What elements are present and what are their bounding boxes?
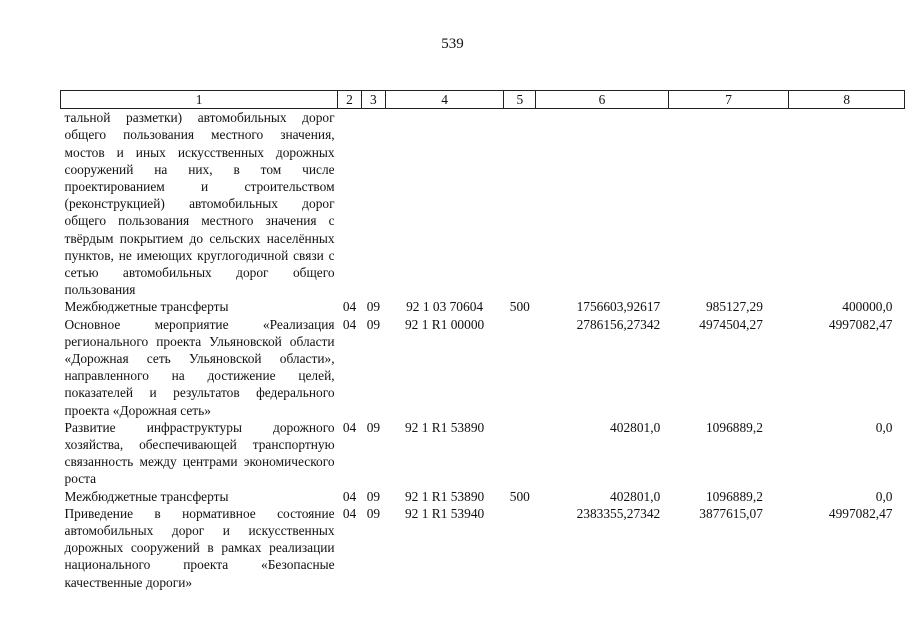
section-code: 04: [342, 505, 357, 521]
section-code: 04: [342, 299, 357, 315]
column-header: 6: [536, 91, 669, 109]
amount-col-6: 402801,0: [610, 419, 661, 435]
section-code: 04: [342, 316, 357, 332]
table-header-row: [61, 91, 905, 109]
column-header: 3: [361, 91, 385, 109]
amount-col-7: 1096889,2: [705, 419, 763, 435]
target-article-code: [385, 109, 504, 299]
row-name: Развитие инфраструктуры дорожного хозяйства, обеспечивающей транспортную связанность между центрами экономического роста: [64, 419, 335, 487]
row-name: Межбюджетные трансферты: [64, 299, 229, 315]
amount-col-8: 400000,0: [842, 299, 893, 315]
amount-col-6: 402801,0: [610, 488, 661, 504]
expense-type-code: [504, 505, 536, 591]
column-header: 8: [789, 91, 905, 109]
amount-col-7: 1096889,2: [705, 488, 763, 504]
target-article-code: 92 1 R1 00000: [404, 316, 485, 332]
amount-col-8: 0,0: [875, 488, 893, 504]
amount-col-8: 4997082,47: [828, 505, 893, 521]
table-row: [61, 419, 905, 488]
column-header: 1: [61, 91, 338, 109]
target-article-code: 92 1 R1 53940: [404, 505, 485, 521]
expense-type-code: [504, 109, 536, 299]
expense-type-code: [504, 316, 536, 419]
amount-col-8: 4997082,47: [828, 316, 893, 332]
amount-col-6: [536, 109, 669, 299]
amount-col-7: 3877615,07: [699, 505, 763, 521]
page-number: 539: [441, 36, 464, 52]
expense-type-code: 500: [509, 299, 530, 315]
table-row: [61, 316, 905, 419]
expense-type-code: 500: [509, 488, 530, 504]
amount-col-7: 985127,29: [705, 299, 763, 315]
row-name: Приведение в нормативное состояние автомобильных дорог и искусственных дорожных сооружений в рамках реализации национального проекта «Безопасные качественные дороги»: [64, 505, 335, 590]
section-code: 04: [342, 419, 357, 435]
target-article-code: 92 1 R1 53890: [404, 488, 485, 504]
subsection-code: [361, 109, 385, 299]
subsection-code: 09: [366, 316, 381, 332]
table-row: [61, 109, 905, 299]
amount-col-6: 2383355,27342: [576, 505, 661, 521]
row-name: Межбюджетные трансферты: [64, 488, 229, 504]
column-header: 2: [338, 91, 362, 109]
amount-col-7: 4974504,27: [699, 316, 763, 332]
row-name: тальной разметки) автомобильных дорог общего пользования местного значения, мостов и иных искусственных дорожных сооружений на них, в том числе проектированием и строительством (реконструкцией) автомобильных дорог общего пользования местного значения с твёрдым покрытием до сельских населённых пунктов, не имеющих круглогодичной связи с сетью автомобильных дорог общего пользования: [64, 110, 335, 298]
section-code: 04: [342, 488, 357, 504]
column-header: 5: [504, 91, 536, 109]
expense-type-code: [504, 419, 536, 488]
target-article-code: 92 1 03 70604: [406, 299, 484, 315]
amount-col-7: [668, 109, 789, 299]
column-header: 7: [668, 91, 789, 109]
budget-table: [60, 90, 905, 591]
subsection-code: 09: [366, 299, 381, 315]
amount-col-8: 0,0: [875, 419, 893, 435]
amount-col-6: 2786156,27342: [576, 316, 661, 332]
target-article-code: 92 1 R1 53890: [404, 419, 485, 435]
column-header: 4: [385, 91, 504, 109]
section-code: [338, 109, 362, 299]
table-row: [61, 488, 905, 505]
table-row: [61, 298, 905, 315]
subsection-code: 09: [366, 419, 381, 435]
subsection-code: 09: [366, 488, 381, 504]
amount-col-6: 1756603,92617: [576, 299, 661, 315]
table-row: [61, 505, 905, 591]
amount-col-8: [789, 109, 905, 299]
row-name: Основное мероприятие «Реализация регионального проекта Ульяновской области «Дорожная сеть Ульяновской области», направленного на достижение целей, показателей и результатов федерального проекта «Дорожная сеть»: [64, 316, 335, 418]
subsection-code: 09: [366, 505, 381, 521]
